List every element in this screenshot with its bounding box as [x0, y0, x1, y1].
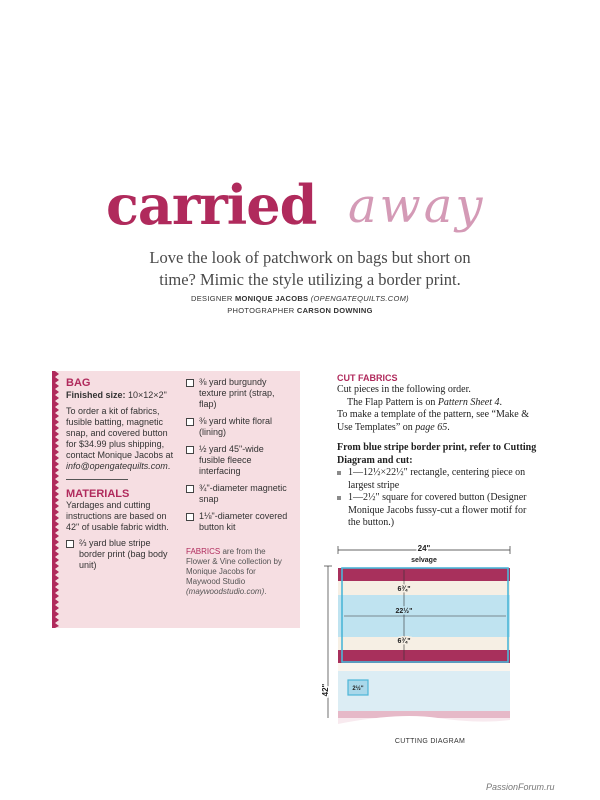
cut-bullet-list — [337, 467, 537, 530]
material-item: ⅜ yard white floral (lining) — [186, 416, 290, 438]
title-carried: carried — [106, 173, 317, 237]
photographer-credit — [100, 306, 500, 315]
materials-intro: Yardages and cutting instructions are based on 42" of usable fabric width. — [66, 500, 169, 532]
material-item: ⅜ yard burgundy texture print (strap, flap) — [186, 377, 290, 410]
cut-line-3 — [337, 409, 537, 434]
bottom-dimension-label: 6¾" — [397, 638, 411, 645]
kit-text: To order a kit of fabrics, fusible batting, magnetic snap, and covered button for $34.99 plus shipping, contact Monique Jacobs at — [66, 406, 174, 460]
square-label: 2½" — [352, 686, 364, 692]
width-label: 24" — [417, 544, 431, 553]
cutting-diagram — [318, 540, 578, 750]
material-item: ⅔ yard blue stripe border print (bag body unit) — [66, 538, 178, 571]
designer-name: MONIQUE JACOBS — [234, 294, 309, 303]
material-item: 1⅛"-diameter covered button kit — [186, 511, 290, 533]
stripe-burgundy-bottom — [338, 650, 510, 663]
materials-heading: MATERIALS — [66, 488, 130, 500]
cut-line-1: Cut pieces in the following order. — [337, 384, 471, 395]
kit-email[interactable]: info@opengatequilts.com — [66, 461, 168, 471]
watermark: PassionForum.ru — [486, 782, 555, 792]
cut-instructions — [337, 384, 537, 530]
finished-label: Finished size: — [66, 390, 126, 400]
photographer-name: CARSON DOWNING — [296, 306, 373, 315]
cut-bullet: 1—2½" square for covered button (Designer Monique Jacobs fussy-cut a flower motif for the button.) — [337, 492, 537, 530]
stripe-burgundy-top — [338, 568, 510, 581]
sidebar-right-column — [186, 377, 290, 597]
top-dimension-label: 6¾" — [397, 586, 411, 593]
designer-site: (OPENGATEQUILTS.COM) — [310, 294, 409, 303]
cut-line-2a: The Flap Pattern is on — [347, 396, 436, 408]
finished-value: 10×12×2" — [128, 390, 167, 400]
sidebar-left-column — [66, 377, 178, 577]
fabrics-note — [186, 547, 290, 597]
cut-line-3c: . — [447, 421, 450, 433]
material-item: ½ yard 45"-wide fusible fleece interfacing — [186, 444, 290, 477]
cut-line-3a: To make a template of the pattern, see “Make & Use Templates” on — [337, 409, 529, 433]
fabrics-label: FABRICS — [186, 547, 221, 556]
diagram-caption: CUTTING DIAGRAM — [394, 738, 466, 745]
cut-instruction: From blue stripe border print, refer to Cutting Diagram and cut: — [337, 442, 537, 466]
stripe-cream-edge — [338, 663, 510, 671]
cut-fabrics-heading: CUT FABRICS — [337, 373, 398, 383]
selvage-label: selvage — [411, 557, 437, 564]
finished-size — [66, 390, 178, 401]
middle-dimension-label: 22½" — [395, 608, 413, 615]
intro-text: Love the look of patchwork on bags but short on time? Mimic the style utilizing a border print. — [149, 248, 471, 289]
zigzag-border — [52, 371, 60, 628]
designer-label: DESIGNER — [191, 294, 233, 303]
title-away: away — [348, 178, 486, 234]
stripe-cream-bottom — [338, 637, 510, 650]
stripe-cream-top — [338, 581, 510, 595]
fabrics-site[interactable]: (maywoodstudio.com) — [186, 587, 265, 596]
fabric-fade — [338, 718, 510, 728]
cut-line-2c: . — [499, 396, 502, 408]
page-ref: page 65 — [415, 421, 448, 433]
height-label: 42" — [321, 683, 330, 697]
material-item: ¾"-diameter magnetic snap — [186, 483, 290, 505]
kit-end: . — [167, 461, 171, 471]
materials-list-left — [66, 538, 178, 571]
kit-info — [66, 406, 178, 472]
bag-heading: BAG — [66, 377, 91, 389]
pattern-sheet-ref: Pattern Sheet 4 — [437, 396, 500, 408]
designer-credit — [100, 294, 500, 303]
fabrics-end: . — [264, 587, 267, 596]
divider — [66, 479, 128, 480]
cut-bullet: 1—12½×22½" rectangle, centering piece on largest stripe — [337, 467, 537, 492]
materials-list-right — [186, 377, 290, 533]
cut-line-2 — [337, 397, 537, 410]
photographer-label: PHOTOGRAPHER — [227, 306, 295, 315]
fabrics-text: are from the Flower & Vine collection by Monique Jacobs for Maywood Studio — [186, 547, 282, 586]
